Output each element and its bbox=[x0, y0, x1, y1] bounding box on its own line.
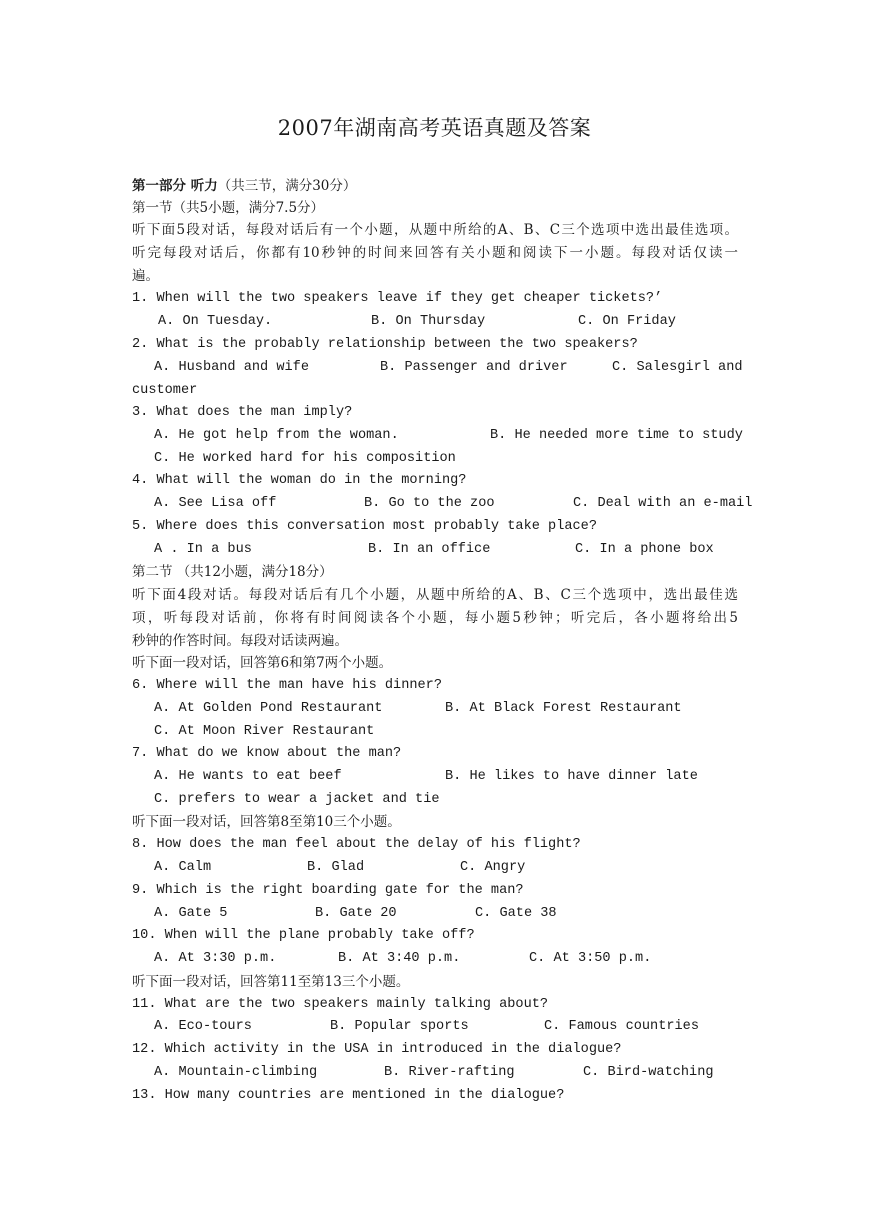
question-12: 12. Which activity in the USA in introduced in the dialogue? bbox=[132, 1042, 622, 1057]
q2-option-c: C. Salesgirl and bbox=[612, 360, 743, 375]
group-instr-2: 听下面一段对话，回答第8至第10三个小题。 bbox=[132, 814, 401, 830]
q3-option-c: C. He worked hard for his composition bbox=[154, 451, 456, 466]
q4-option-a: A. See Lisa off bbox=[154, 496, 277, 511]
question-8: 8. How does the man feel about the delay of his flight? bbox=[132, 837, 581, 852]
q10-option-b: B. At 3:40 p.m. bbox=[338, 951, 461, 966]
section1-heading: 第一节（共5小题，满分7.5分） bbox=[132, 200, 325, 216]
part1-bold: 第一部分 听力 bbox=[132, 178, 218, 194]
q3-option-b: B. He needed more time to study bbox=[490, 428, 743, 443]
q2-option-a: A. Husband and wife bbox=[154, 360, 309, 375]
q9-option-c: C. Gate 38 bbox=[475, 906, 557, 921]
q1-option-a: A. On Tuesday. bbox=[158, 314, 273, 329]
section1-instr-2: 听完每段对话后，你都有10秒钟的时间来回答有关小题和阅读下一小题。每段对话仅读一 bbox=[132, 245, 738, 261]
q12-option-c: C. Bird-watching bbox=[583, 1065, 714, 1080]
question-9: 9. Which is the right boarding gate for the man? bbox=[132, 883, 524, 898]
part1-heading bbox=[132, 175, 738, 198]
section2-instr-2: 项，听每段对话前，你将有时间阅读各个小题，每小题5秒钟；听完后，各小题将给出5 bbox=[132, 610, 738, 626]
q11-option-c: C. Famous countries bbox=[544, 1019, 699, 1034]
q2-option-b: B. Passenger and driver bbox=[380, 360, 568, 375]
group-instr-1: 听下面一段对话，回答第6和第7两个小题。 bbox=[132, 655, 393, 671]
q5-option-b: B. In an office bbox=[368, 542, 491, 557]
q1-option-b: B. On Thursday bbox=[371, 314, 486, 329]
q6-option-b: B. At Black Forest Restaurant bbox=[445, 701, 682, 716]
section2-instr-3: 秒钟的作答时间。每段对话读两遍。 bbox=[132, 633, 348, 649]
question-6: 6. Where will the man have his dinner? bbox=[132, 678, 442, 693]
question-4: 4. What will the woman do in the morning? bbox=[132, 473, 467, 488]
q4-option-b: B. Go to the zoo bbox=[364, 496, 495, 511]
section2-heading: 第二节 （共12小题，满分18分） bbox=[132, 564, 333, 580]
q9-option-b: B. Gate 20 bbox=[315, 906, 397, 921]
q8-option-b: B. Glad bbox=[307, 860, 365, 875]
q11-option-a: A. Eco-tours bbox=[154, 1019, 252, 1034]
question-2: 2. What is the probably relationship between the two speakers? bbox=[132, 337, 638, 352]
q10-option-c: C. At 3:50 p.m. bbox=[529, 951, 652, 966]
q10-option-a: A. At 3:30 p.m. bbox=[154, 951, 277, 966]
question-7: 7. What do we know about the man? bbox=[132, 746, 402, 761]
q6-option-a: A. At Golden Pond Restaurant bbox=[154, 701, 383, 716]
q8-option-c: C. Angry bbox=[460, 860, 526, 875]
question-1: 1. When will the two speakers leave if they get cheaper tickets?’ bbox=[132, 291, 663, 306]
section1-instr-3: 遍。 bbox=[132, 268, 159, 284]
q7-option-c: C. prefers to wear a jacket and tie bbox=[154, 792, 440, 807]
q4-option-c: C. Deal with an e-mail bbox=[573, 496, 753, 511]
q12-option-b: B. River-rafting bbox=[384, 1065, 515, 1080]
section2-instr-1: 听下面4段对话。每段对话后有几个小题，从题中所给的A、B、C三个选项中，选出最佳选 bbox=[132, 587, 738, 603]
part1-rest: （共三节，满分30分） bbox=[217, 178, 357, 194]
q9-option-a: A. Gate 5 bbox=[154, 906, 228, 921]
group-instr-3: 听下面一段对话，回答第11至第13三个小题。 bbox=[132, 974, 410, 990]
q3-option-a: A. He got help from the woman. bbox=[154, 428, 399, 443]
q1-option-c: C. On Friday bbox=[578, 314, 676, 329]
q12-option-a: A. Mountain-climbing bbox=[154, 1065, 318, 1080]
question-13: 13. How many countries are mentioned in the dialogue? bbox=[132, 1088, 565, 1103]
q6-option-c: C. At Moon River Restaurant bbox=[154, 724, 375, 739]
q8-option-a: A. Calm bbox=[154, 860, 212, 875]
question-11: 11. What are the two speakers mainly talking about? bbox=[132, 997, 549, 1012]
q2-option-c-cont: customer bbox=[132, 383, 198, 398]
q5-option-a: A . In a bus bbox=[154, 542, 252, 557]
q7-option-b: B. He likes to have dinner late bbox=[445, 769, 698, 784]
question-3: 3. What does the man imply? bbox=[132, 405, 353, 420]
page-title: 2007年湖南高考英语真题及答案 bbox=[277, 116, 592, 140]
section1-instr-1: 听下面5段对话，每段对话后有一个小题，从题中所给的A、B、C三个选项中选出最佳选项。 bbox=[132, 222, 738, 238]
q5-option-c: C. In a phone box bbox=[575, 542, 714, 557]
q11-option-b: B. Popular sports bbox=[330, 1019, 469, 1034]
question-10: 10. When will the plane probably take off? bbox=[132, 928, 475, 943]
q7-option-a: A. He wants to eat beef bbox=[154, 769, 342, 784]
question-5: 5. Where does this conversation most probably take place? bbox=[132, 519, 597, 534]
